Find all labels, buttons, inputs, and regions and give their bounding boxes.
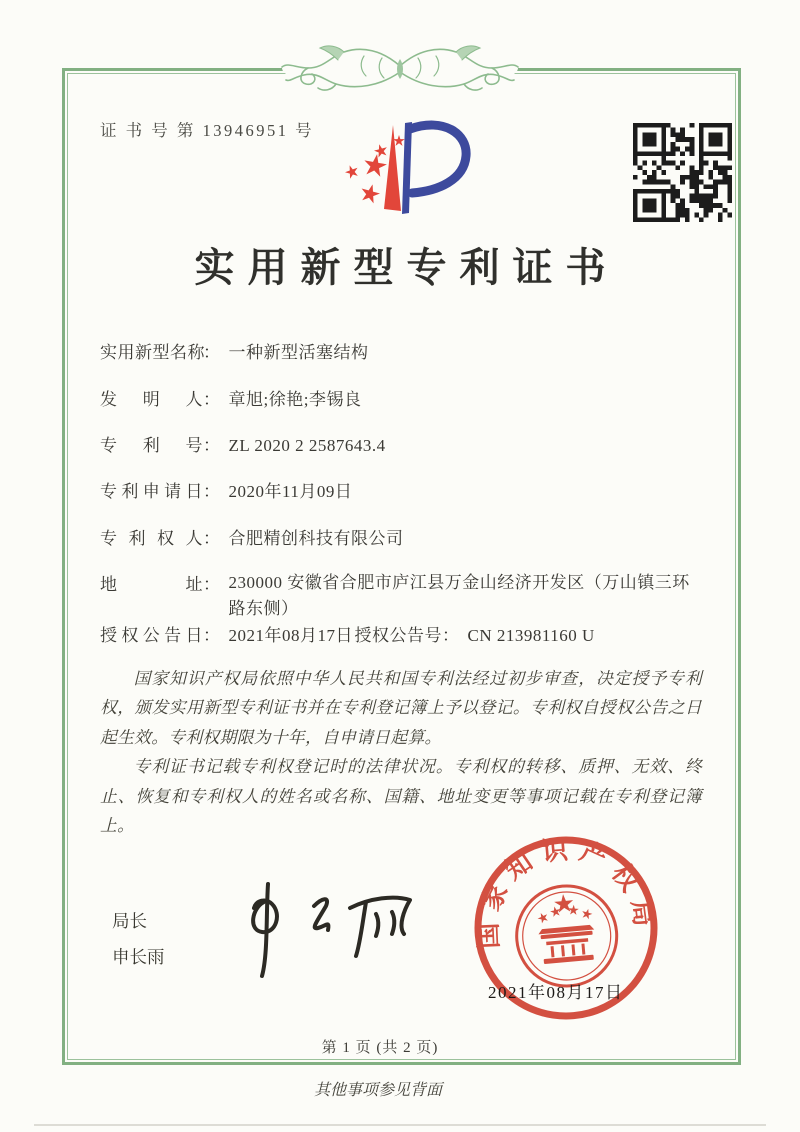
field-value: 章旭;徐艳;李锡良 (228, 390, 362, 409)
certificate-number: 证 书 号 第 13946951 号 (100, 121, 315, 140)
grant-date-value: 2021年08月17日 (228, 626, 353, 645)
field-label: 地址 (100, 575, 203, 594)
legal-text-block (100, 664, 702, 840)
signer-title: 局长 (112, 911, 147, 931)
seal-date: 2021年08月17日 (488, 983, 624, 1002)
grant-number-label: 授权公告号 (354, 626, 442, 645)
field-label: 实用新型名称 (100, 343, 205, 362)
grant-number-value: CN 213981160 U (467, 626, 595, 645)
back-note: 其他事项参见背面 (313, 1082, 442, 1099)
field-value: ZL 2020 2 2587643.4 (228, 436, 386, 455)
certificate-title: 实用新型专利证书 (194, 245, 619, 290)
colon: ： (203, 390, 221, 409)
field-inventors (100, 385, 361, 410)
scan-edge-shadow (34, 1124, 766, 1126)
field-value: 2020年11月09日 (228, 482, 353, 501)
border-ornament-icon (278, 42, 522, 94)
signer-name: 申长雨 (112, 946, 165, 967)
legal-paragraph-2: 专利证书记载专利权登记时的法律状况。专利权的转移、质押、无效、终止、恢复和专利权人的姓名或名称、国籍、地址变更等事项记载在专利登记簿上。 (100, 757, 702, 835)
colon: ： (203, 436, 221, 455)
national-emblem-icon (513, 882, 621, 990)
colon: ： (203, 626, 221, 645)
colon: ： (203, 529, 221, 548)
signature-autograph (218, 868, 418, 990)
colon: ： (203, 343, 221, 362)
signer-block (112, 904, 165, 976)
field-patent-number (100, 431, 386, 456)
qr-code (633, 123, 732, 222)
colon: ： (203, 575, 221, 594)
field-value: 合肥精创科技有限公司 (228, 529, 404, 548)
field-application-date (100, 477, 352, 502)
legal-paragraph-1: 国家知识产权局依照中华人民共和国专利法经过初步审查，决定授予专利权，颁发实用新型专利证书并在专利登记簿上予以登记。专利权自授权公告之日起生效。专利权期限为十年，自申请日起算。 (100, 669, 702, 747)
colon: ： (442, 626, 460, 645)
field-patentee (100, 524, 404, 549)
field-value: 一种新型活塞结构 (228, 343, 369, 362)
field-value: 230000 安徽省合肥市庐江县万金山经济开发区（万山镇三环路东侧） (228, 573, 690, 619)
field-label: 专利申请日 (100, 482, 203, 501)
field-grant-row (100, 621, 595, 646)
field-address (100, 570, 707, 623)
page-number: 第 1 页 (共 2 页) (321, 1040, 439, 1056)
colon: ： (203, 482, 221, 501)
cnipa-logo-icon (330, 103, 480, 235)
field-label: 专利权人 (100, 529, 203, 548)
seal-authority-text: 国家知识产权局 (473, 834, 660, 950)
field-utility-model-name (100, 338, 369, 363)
field-label: 专利号 (100, 436, 203, 455)
field-label: 发明人 (100, 390, 203, 409)
grant-date-label: 授权公告日 (100, 626, 203, 645)
